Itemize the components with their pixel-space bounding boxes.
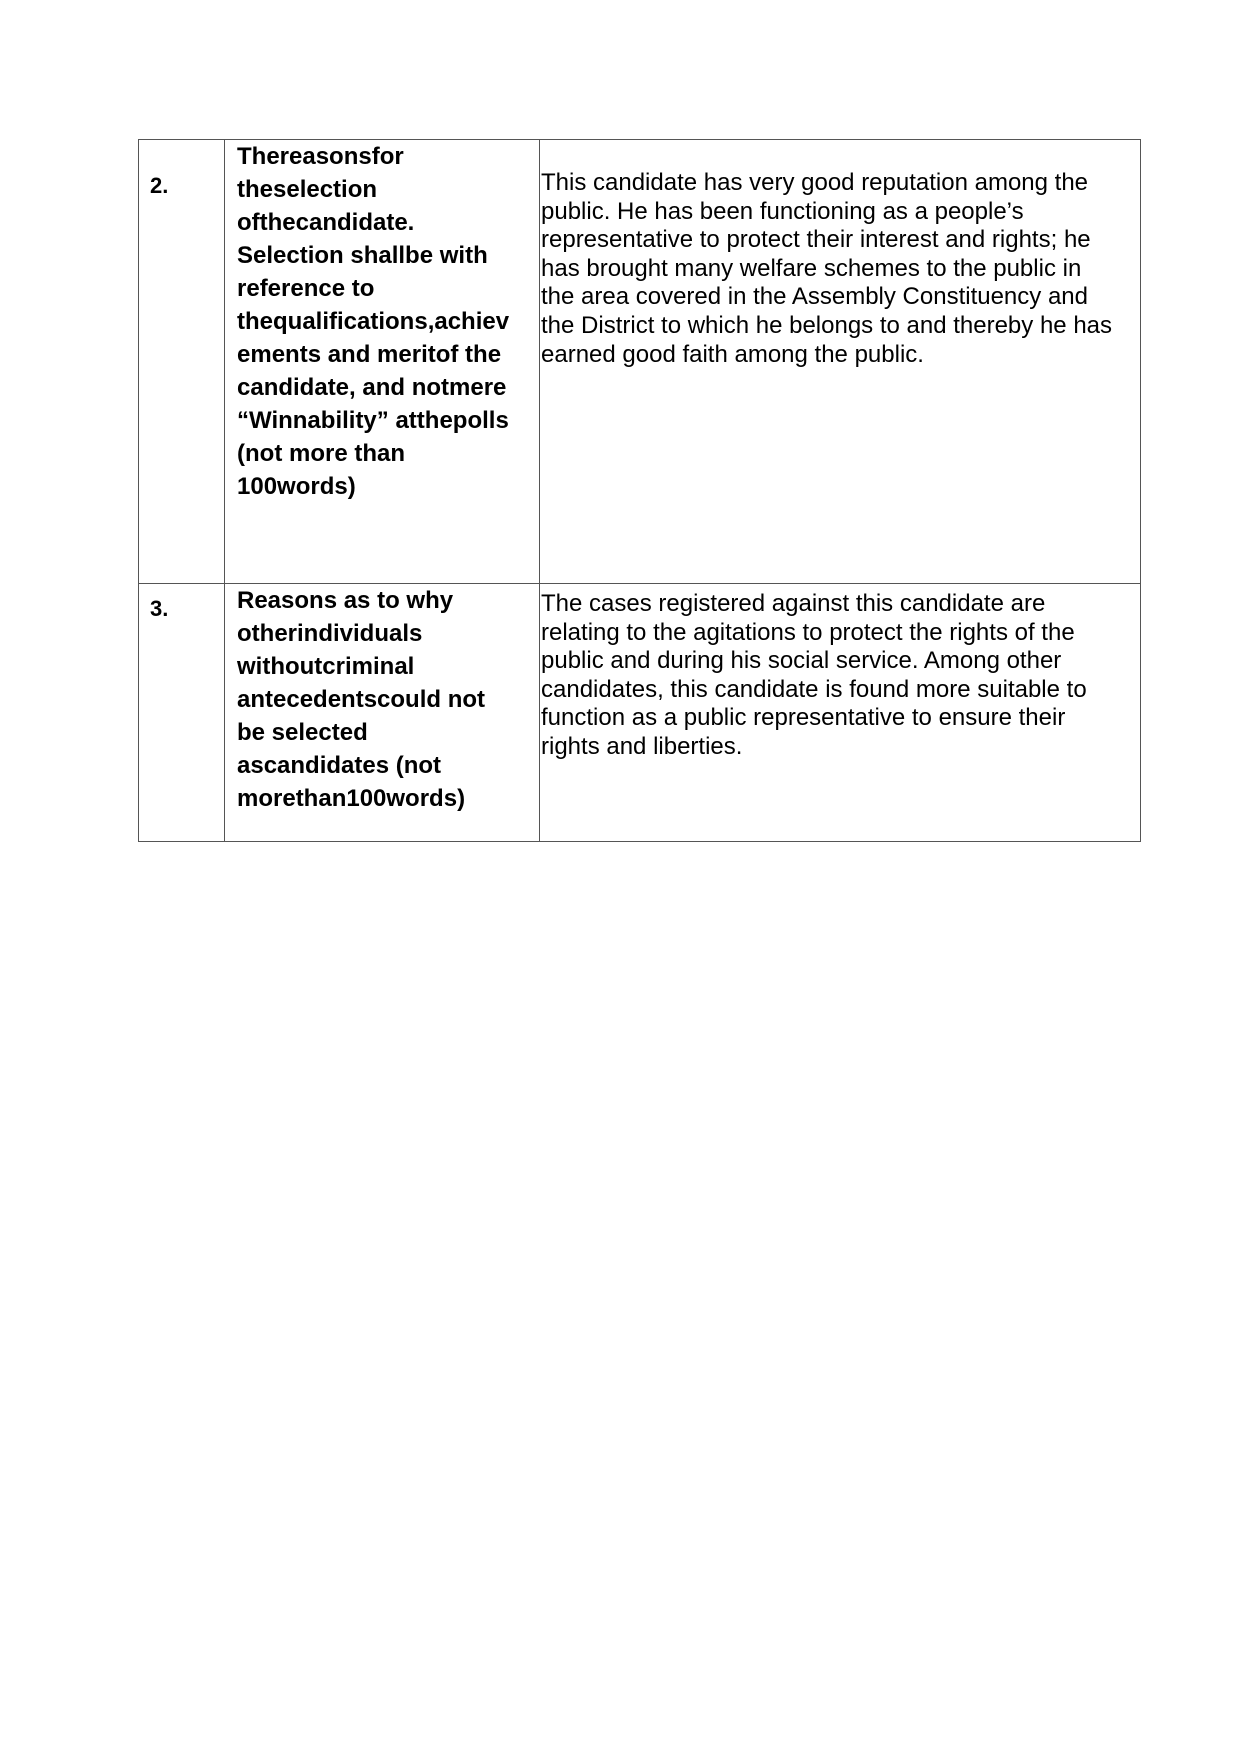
- row-number: 3.: [150, 596, 169, 621]
- answer-cell: [540, 140, 1141, 584]
- candidate-reasons-table: [138, 139, 1141, 842]
- row-number-cell: [139, 140, 225, 584]
- question-text: Reasons as to why otherindividuals withoutcriminal antecedentscould not be selected ascandidates (not morethan100words): [237, 587, 486, 812]
- question-cell: [225, 140, 540, 584]
- question-cell: [225, 584, 540, 842]
- row-number: 2.: [150, 173, 169, 198]
- table-row: [139, 140, 1141, 584]
- row-number-cell: [139, 584, 225, 842]
- question-text: Thereasonsfor theselection ofthecandidate. Selection shallbe with reference to thequalifications,achiev ements and meritof the candidate, and notmere “Winnability” atthepolls (not more than 100words): [237, 143, 510, 500]
- answer-text: The cases registered against this candidate are relating to the agitations to protect the rights of the public and during his social service. Among other candidates, this candidate is found more suitable to function as a public representative to ensure their rights and liberties.: [541, 590, 1087, 760]
- table-row: [139, 584, 1141, 842]
- answer-cell: [540, 584, 1141, 842]
- answer-text: This candidate has very good reputation among the public. He has been functioning as a people’s representative to protect their interest and rights; he has brought many welfare schemes to the public in the area covered in the Assembly Constituency and the District to which he belongs to and thereby he has earned good faith among the public.: [541, 169, 1113, 368]
